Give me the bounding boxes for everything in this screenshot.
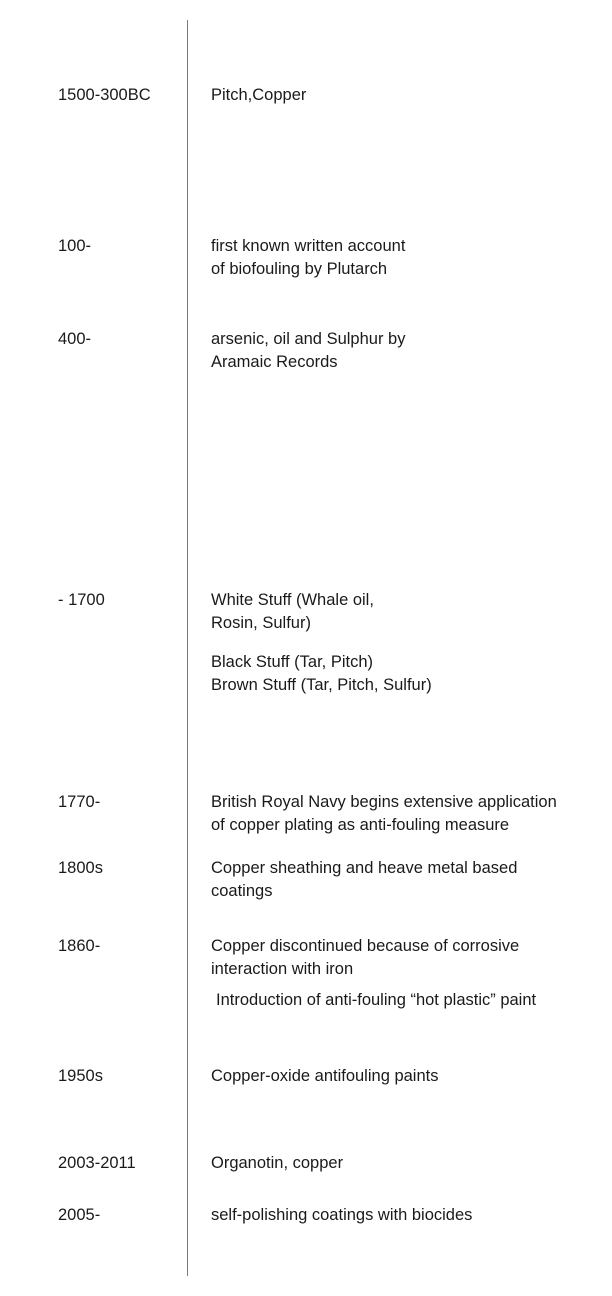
event-year: 1860- xyxy=(58,937,101,955)
event-year: 2003-2011 xyxy=(58,1154,136,1172)
timeline-axis xyxy=(187,20,188,1276)
description-paragraph xyxy=(211,1152,606,1175)
description-line: Copper discontinued because of corrosive xyxy=(211,937,520,955)
description-line: arsenic, oil and Sulphur by xyxy=(211,330,406,348)
description-paragraph xyxy=(211,989,606,1012)
description-paragraph xyxy=(211,1204,606,1227)
description-line: British Royal Navy begins extensive application xyxy=(211,793,557,811)
description-line: Organotin, copper xyxy=(211,1154,344,1172)
event-year: 1800s xyxy=(58,859,103,877)
description-line: Black Stuff (Tar, Pitch) xyxy=(211,653,374,671)
description-line: Introduction of anti-fouling “hot plastic” paint xyxy=(216,991,537,1009)
event-year: 1950s xyxy=(58,1067,103,1085)
event-year: 2005- xyxy=(58,1206,101,1224)
description-paragraph xyxy=(211,84,606,107)
description-line: Brown Stuff (Tar, Pitch, Sulfur) xyxy=(211,676,432,694)
event-description xyxy=(211,935,606,1012)
event-year: 1500-300BC xyxy=(58,86,151,104)
description-paragraph xyxy=(211,235,606,281)
event-year: - 1700 xyxy=(58,591,105,609)
event-description xyxy=(211,1152,606,1175)
description-line: Copper-oxide antifouling paints xyxy=(211,1067,439,1085)
event-description xyxy=(211,328,606,374)
event-description xyxy=(211,235,606,281)
event-description xyxy=(211,1065,606,1088)
description-line: interaction with iron xyxy=(211,960,354,978)
description-paragraph xyxy=(211,651,606,697)
description-paragraph xyxy=(211,935,606,981)
description-line: of biofouling by Plutarch xyxy=(211,260,388,278)
event-description xyxy=(211,589,606,697)
description-line: of copper plating as anti-fouling measure xyxy=(211,816,510,834)
description-paragraph xyxy=(211,1065,606,1088)
description-line: Copper sheathing and heave metal based xyxy=(211,859,518,877)
event-year: 1770- xyxy=(58,793,101,811)
description-paragraph xyxy=(211,857,606,903)
event-description xyxy=(211,84,606,107)
description-paragraph xyxy=(211,328,606,374)
event-year: 100- xyxy=(58,237,92,255)
event-year: 400- xyxy=(58,330,92,348)
description-line: coatings xyxy=(211,882,273,900)
description-line: Pitch,Copper xyxy=(211,86,307,104)
description-line: first known written account xyxy=(211,237,406,255)
description-paragraph xyxy=(211,791,606,837)
description-line: White Stuff (Whale oil, xyxy=(211,591,374,609)
event-description xyxy=(211,791,606,837)
description-line: Aramaic Records xyxy=(211,353,338,371)
description-line: self-polishing coatings with biocides xyxy=(211,1206,473,1224)
description-paragraph xyxy=(211,589,606,635)
description-line: Rosin, Sulfur) xyxy=(211,614,311,632)
event-description xyxy=(211,1204,606,1227)
event-description xyxy=(211,857,606,903)
